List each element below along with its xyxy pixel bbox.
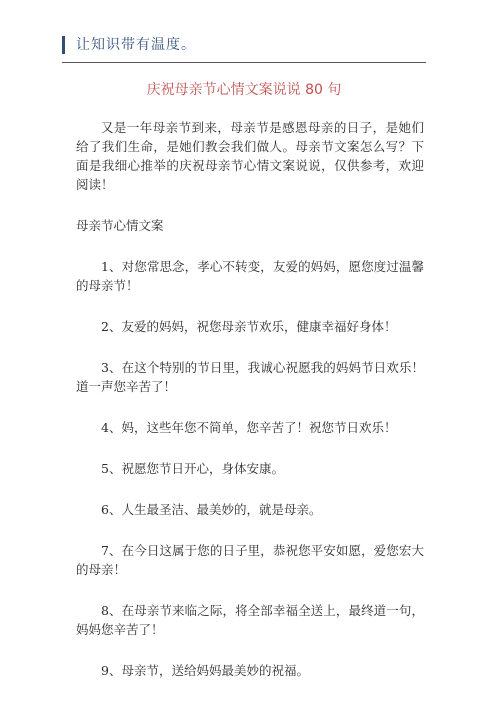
list-item: 1、对您常思念，孝心不转变，友爱的妈妈，愿您度过温馨的母亲节！ (76, 259, 424, 293)
list-item: 8、在母亲节来临之际，将全部幸福全送上，最终道一句，妈妈您辛苦了！ (76, 603, 424, 637)
list-item: 5、祝愿您节日开心，身体安康。 (101, 461, 284, 476)
header-divider (62, 62, 426, 63)
header-accent-bar (62, 36, 65, 54)
list-item: 6、人生最圣洁、最美妙的，就是母亲。 (101, 502, 322, 517)
intro-paragraph: 又是一年母亲节到来，母亲节是感恩母亲的日子，是她们给了我们生命，是她们教会我们做人。母亲节文案怎么写？下面是我细心推举的庆祝母亲节心情文案说说，仅供参考，欢迎阅读！ (76, 120, 424, 192)
page-header (62, 33, 426, 59)
list-item: 9、母亲节，送给妈妈最美妙的祝福。 (101, 663, 309, 678)
section-heading: 母亲节心情文案 (76, 218, 164, 233)
document-title: 庆祝母亲节心情文案说说 80 句 (146, 82, 342, 98)
list-item: 2、友爱的妈妈，祝您母亲节欢乐，健康幸福好身体！ (101, 319, 397, 334)
list-item: 4、妈，这些年您不简单，您辛苦了！祝您节日欢乐！ (101, 420, 397, 435)
document-body (76, 118, 424, 702)
list-item: 7、在今日这属于您的日子里，恭祝您平安如愿，爱您宏大的母亲！ (76, 543, 424, 577)
header-slogan: 让知识带有温度。 (76, 37, 196, 53)
list-item: 3、在这个特别的节日里，我诚心祝愿我的妈妈节日欢乐！道一声您辛苦了！ (76, 360, 424, 394)
